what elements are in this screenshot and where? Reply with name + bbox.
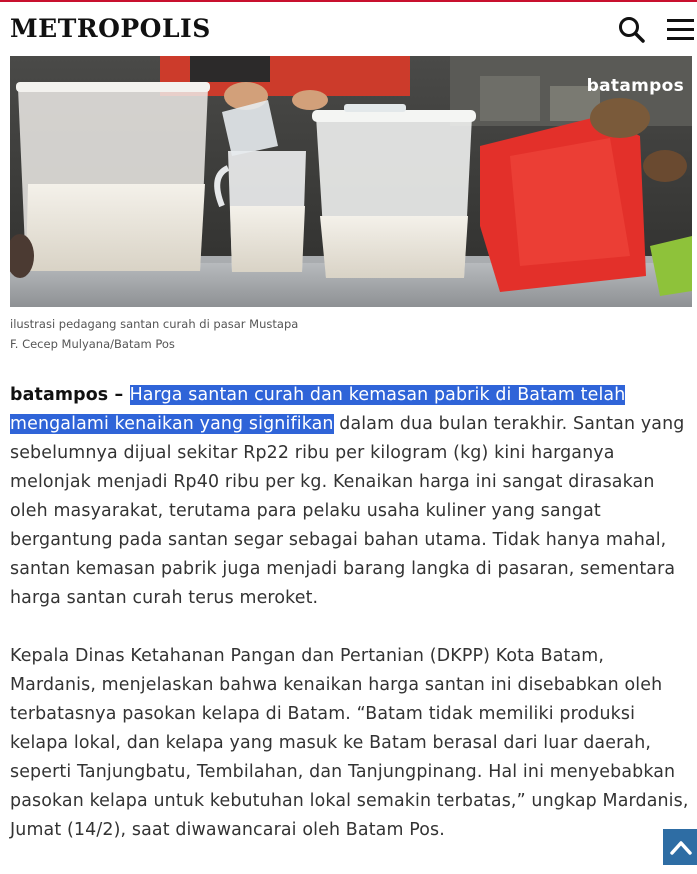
photo-watermark: batampos <box>586 76 684 96</box>
paragraph-text: dalam dua bulan terakhir. Santan yang sebelumnya dijual sekitar Rp22 ribu per kilogram (kg) kini harganya melonjak menjadi Rp40 ribu per kg. Kenaikan harga ini sangat dirasakan oleh masyarakat, terutama para pelaku usaha kuliner yang sangat bergantung pada santan segar sebagai bahan utama. Tidak hanya mahal, santan kemasan pabrik juga menjadi barang langka di pasaran, sementara harga santan curah terus meroket. <box>10 414 685 608</box>
caption-credit: F. Cecep Mulyana/Batam Pos <box>10 337 175 351</box>
search-icon <box>616 14 648 46</box>
photo-caption <box>10 314 298 354</box>
site-header <box>0 2 697 56</box>
article-paragraph <box>10 381 694 613</box>
menu-button[interactable] <box>664 14 696 46</box>
search-button[interactable] <box>616 14 648 46</box>
selected-text[interactable]: Harga santan curah dan kemasan pabrik di Batam telah mengalami kenaikan yang signifikan <box>10 385 626 434</box>
scroll-to-top-button[interactable] <box>663 829 697 865</box>
caption-text: ilustrasi pedagang santan curah di pasar Mustapa <box>10 317 299 331</box>
article-paragraph: Kepala Dinas Ketahanan Pangan dan Pertanian (DKPP) Kota Batam, Mardanis, menjelaskan bahwa kenaikan harga santan ini disebabkan oleh terbatasnya pasokan kelapa di Batam. “Batam tidak memiliki produksi kelapa lokal, dan kelapa yang masuk ke Batam berasal dari luar daerah, seperti Tanjungbatu, Tembilahan, dan Tanjungpinang. Hal ini menyebabkan pasokan kelapa untuk kebutuhan lokal semakin terbatas,” ungkap Mardanis, Jumat (14/2), saat diwawancarai oleh Batam Pos. <box>10 646 689 840</box>
arrow-up-icon <box>670 839 692 855</box>
article-body <box>10 381 694 874</box>
article-photo <box>10 56 692 307</box>
article-byline: batampos – <box>10 385 130 405</box>
hamburger-menu-icon <box>664 14 696 46</box>
site-logo[interactable]: METROPOLIS <box>10 14 211 43</box>
